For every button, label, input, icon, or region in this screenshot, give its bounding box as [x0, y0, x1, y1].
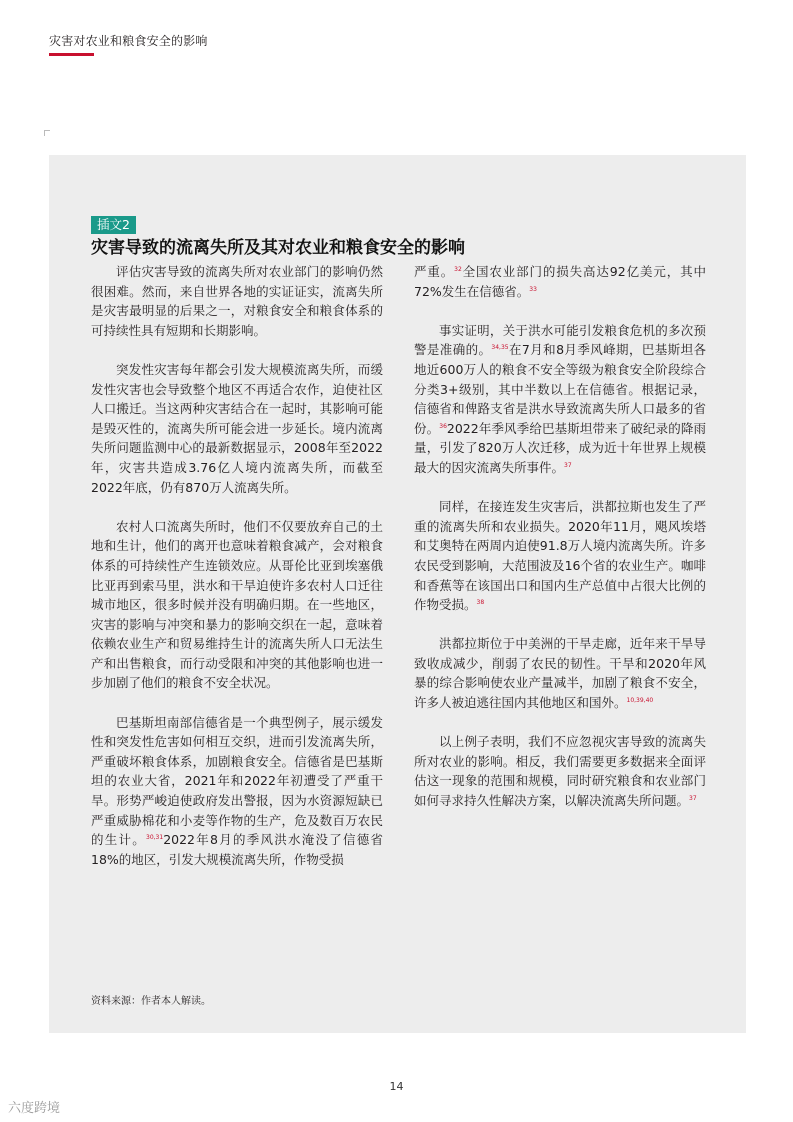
paragraph: 洪都拉斯位于中美洲的干旱走廊，近年来干旱导致收成减少，削弱了农民的韧性。干旱和2020年风暴的综合影响使农业产量减半，加剧了粮食不安全，许多人被迫逃往国内其他地区和国外。$^{10,39,40}$: [414, 636, 706, 711]
footnote-ref: 10,39,40: [626, 696, 654, 704]
paragraph: 巴基斯坦南部信德省是一个典型例子，展示缓发性和突发性危害如何相互交织，进而引发流离失所，严重破坏粮食体系，加剧粮食安全。信德省是巴基斯坦的农业大省，2021年和2022年初遭受了严重干旱。形势严峻迫使政府发出警报，因为水资源短缺已严重威胁棉花和小麦等作物的生产，危及数百万农民的生计。$^{30,31}$2022年8月的季风洪水淹没了信德省18%的地区，引发大规模流离失所，作物受损: [91, 714, 383, 867]
paragraph: 严重。$^{32}$全国农业部门的损失高达92亿美元，其中72%发生在信德省。$^{33}$: [414, 264, 706, 299]
paragraph: 农村人口流离失所时，他们不仅要放弃自己的土地和生计，他们的离开也意味着粮食减产，会对粮食体系的可持续性产生连锁效应。从哥伦比亚到埃塞俄比亚再到索马里，洪水和干旱迫使许多农村人口迁往城市地区，很多时候并没有明确归期。在一些地区，灾害的影响与冲突和暴力的影响交织在一起，意味着依赖农业生产和贸易维持生计的流离失所人口无法生产和出售粮食，而行动受限和冲突的其他影响也进一步加剧了他们的粮食不安全状况。: [91, 518, 383, 691]
box-title: 灾害导致的流离失所及其对农业和粮食安全的影响: [91, 238, 465, 258]
footnote-ref: 34,35: [491, 344, 509, 352]
source-note: 资料来源：作者本人解读。: [91, 996, 211, 1007]
watermark: 六度跨境: [8, 1101, 61, 1116]
footnote-ref: 37: [689, 794, 697, 802]
footnote-ref: 36: [439, 422, 447, 430]
left-column: [91, 262, 383, 889]
box-tag: 插文2: [91, 216, 136, 234]
footnote-ref: 32: [454, 265, 462, 273]
paragraph: 评估灾害导致的流离失所对农业部门的影响仍然很困难。然而，来自世界各地的实证证实，流离失所是灾害最明显的后果之一，对粮食安全和粮食体系的可持续性具有短期和长期影响。: [91, 264, 383, 338]
header-accent-bar: [49, 53, 94, 56]
running-title: 灾害对农业和粮食安全的影响: [49, 34, 208, 48]
footnote-ref: 33: [529, 285, 537, 293]
paragraph: 以上例子表明，我们不应忽视灾害导致的流离失所对农业的影响。相反，我们需要更多数据来全面评估这一现象的范围和规模，同时研究粮食和农业部门如何寻求持久性解决方案，以解决流离失所问题。$^{37}$: [414, 734, 706, 809]
paragraph: 事实证明，关于洪水可能引发粮食危机的多次预警是准确的。$^{34,35}$在7月和8月季风峰期，巴基斯坦各地近600万人的粮食不安全等级为粮食安全阶段综合分类3+级别，其中半数以上在信德省。根据记录，信德省和俾路支省是洪水导致流离失所人口最多的省份。$^{36}$2022年季风季给巴基斯坦带来了破纪录的降雨量，引发了820万人次迁移，成为近十年世界上规模最大的因灾流离失所事件。$^{37}$: [414, 322, 706, 475]
right-column: [414, 262, 706, 830]
paragraph: 同样，在接连发生灾害后，洪都拉斯也发生了严重的流离失所和农业损失。2020年11月，飓风埃塔和艾奥特在两周内迫使91.8万人境内流离失所。许多农民受到影响，大范围波及16个省的农业生产。咖啡和香蕉等在该国出口和国内生产总值中占很大比例的作物受损。$^{38}$: [414, 499, 706, 613]
crop-mark: [44, 130, 50, 136]
paragraph: 突发性灾害每年都会引发大规模流离失所，而缓发性灾害也会导致整个地区不再适合农作，迫使社区人口搬迁。当这两种灾害结合在一起时，其影响可能是毁灭性的，流离失所可能会进一步延长。境内流离失所问题监测中心的最新数据显示，2008年至2022年，灾害共造成3.76亿人境内流离失所，而截至2022年底，仍有870万人流离失所。: [91, 361, 383, 495]
footnote-ref: 38: [476, 598, 485, 606]
footnote-ref: 30,31: [146, 834, 164, 842]
footnote-ref: 37: [564, 461, 572, 469]
page-number: 14: [389, 1080, 404, 1093]
